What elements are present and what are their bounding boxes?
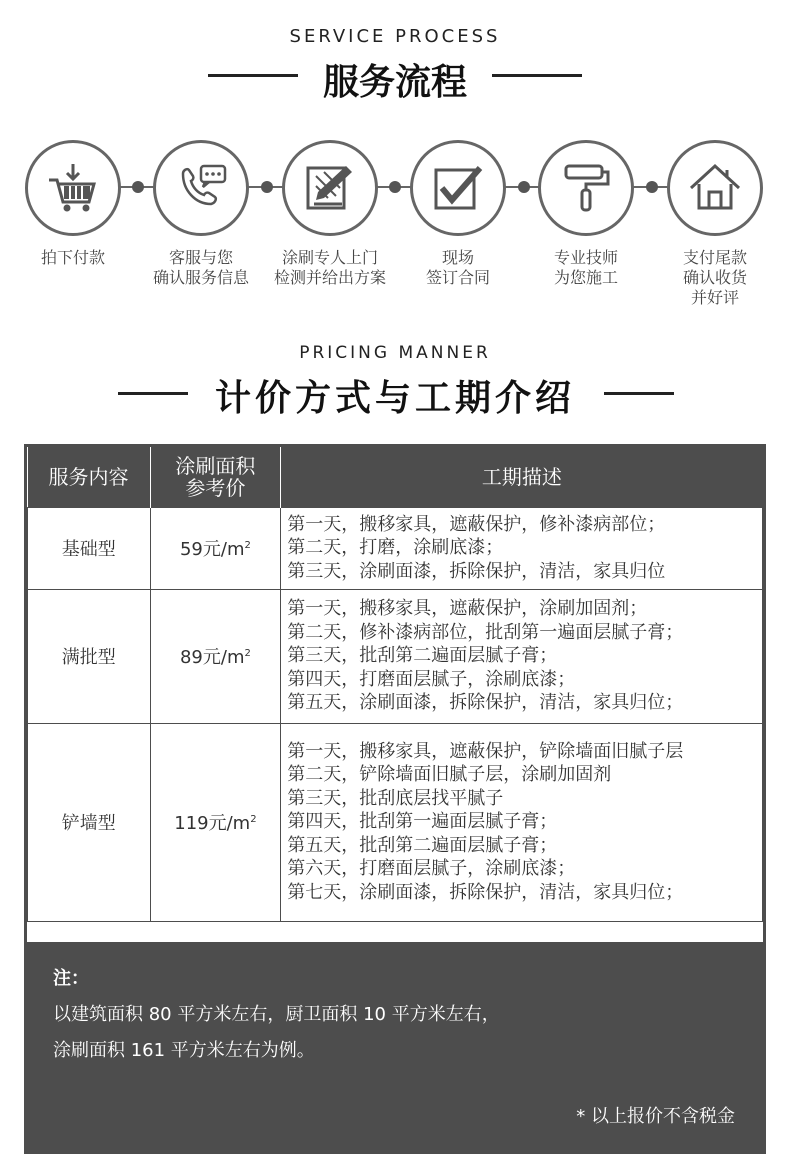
phone-chat-icon (173, 160, 229, 216)
pricing-en-title: PRICING MANNER (299, 343, 491, 363)
table-row (28, 507, 763, 589)
note-panel (27, 942, 763, 1151)
checkbox-icon (430, 160, 486, 216)
pricing-zh-title: 计价方式与工期介绍 (0, 370, 790, 421)
step-label: 客服与您 确认服务信息 (152, 248, 249, 287)
row-price: 89元$/m^2$ (150, 589, 281, 723)
process-step (13, 140, 133, 268)
pricing-panel (24, 444, 766, 1154)
step-circle (538, 140, 634, 236)
row-type: 铲墙型 (28, 723, 151, 921)
table-row (28, 589, 763, 723)
process-step (655, 140, 775, 308)
step-label: 拍下付款 (40, 248, 105, 267)
title-divider-right (604, 392, 674, 395)
step-circle (153, 140, 249, 236)
title-divider-left (208, 74, 298, 77)
step-label: 现场 签订合同 (425, 248, 490, 287)
service-zh-title: 服务流程 (0, 54, 790, 105)
process-step (526, 140, 646, 288)
row-price: 119元$/m^2$ (150, 723, 281, 921)
row-price: 59元$/m^2$ (150, 507, 281, 589)
table-header-row (28, 447, 763, 507)
row-desc: 第一天，搬移家具，遮蔽保护，铲除墙面旧腻子层 第二天，铲除墙面旧腻子层，涂刷加固剂 第三天，批刮底层找平腻子 第四天，批刮第一遍面层腻子膏； 第五天，批刮第二遍面层腻子膏； 第六天，打磨面层腻子，涂刷底漆； 第七天，涂刷面漆，拆除保护，清洁，家具归位； (281, 723, 763, 921)
row-desc: 第一天，搬移家具，遮蔽保护，修补漆病部位； 第二天，打磨，涂刷底漆； 第三天，涂刷面漆，拆除保护，清洁，家具归位 (281, 507, 763, 589)
step-circle (667, 140, 763, 236)
table-row (28, 723, 763, 921)
note-line: 以建筑面积 80 平方米左右，厨卫面积 10 平方米左右， (53, 1004, 500, 1025)
note-line: 涂刷面积 161 平方米左右为例。 (53, 1040, 315, 1061)
row-desc: 第一天，搬移家具，遮蔽保护，涂刷加固剂； 第二天，修补漆病部位，批刮第一遍面层腻子膏； 第三天，批刮第二遍面层腻子膏； 第四天，打磨面层腻子，涂刷底漆； 第五天，涂刷面漆，拆除保护，清洁，家具归位； (281, 589, 763, 723)
step-circle (25, 140, 121, 236)
title-divider-left (118, 392, 188, 395)
step-circle (410, 140, 506, 236)
house-icon (687, 160, 743, 216)
process-step (398, 140, 518, 288)
note-title: 注： (53, 968, 89, 989)
step-circle (282, 140, 378, 236)
header-desc: 工期描述 (281, 447, 763, 507)
step-label: 涂刷专人上门 检测并给出方案 (273, 248, 386, 287)
tax-note: * 以上报价不含税金 (576, 1106, 735, 1127)
row-type: 基础型 (28, 507, 151, 589)
pricing-table (27, 447, 763, 922)
title-divider-right (492, 74, 582, 77)
paint-roller-icon (558, 160, 614, 216)
row-type: 满批型 (28, 589, 151, 723)
pencil-paper-icon (302, 160, 358, 216)
step-label: 专业技师 为您施工 (553, 248, 618, 287)
shopping-cart-icon (45, 160, 101, 216)
process-step (141, 140, 261, 288)
header-service: 服务内容 (28, 447, 151, 507)
step-label: 支付尾款 确认收货 并好评 (682, 248, 747, 307)
table-spacer (27, 922, 763, 942)
service-en-title: SERVICE PROCESS (289, 26, 501, 47)
process-step (270, 140, 390, 288)
header-area-price: 涂刷面积 参考价 (150, 447, 281, 507)
